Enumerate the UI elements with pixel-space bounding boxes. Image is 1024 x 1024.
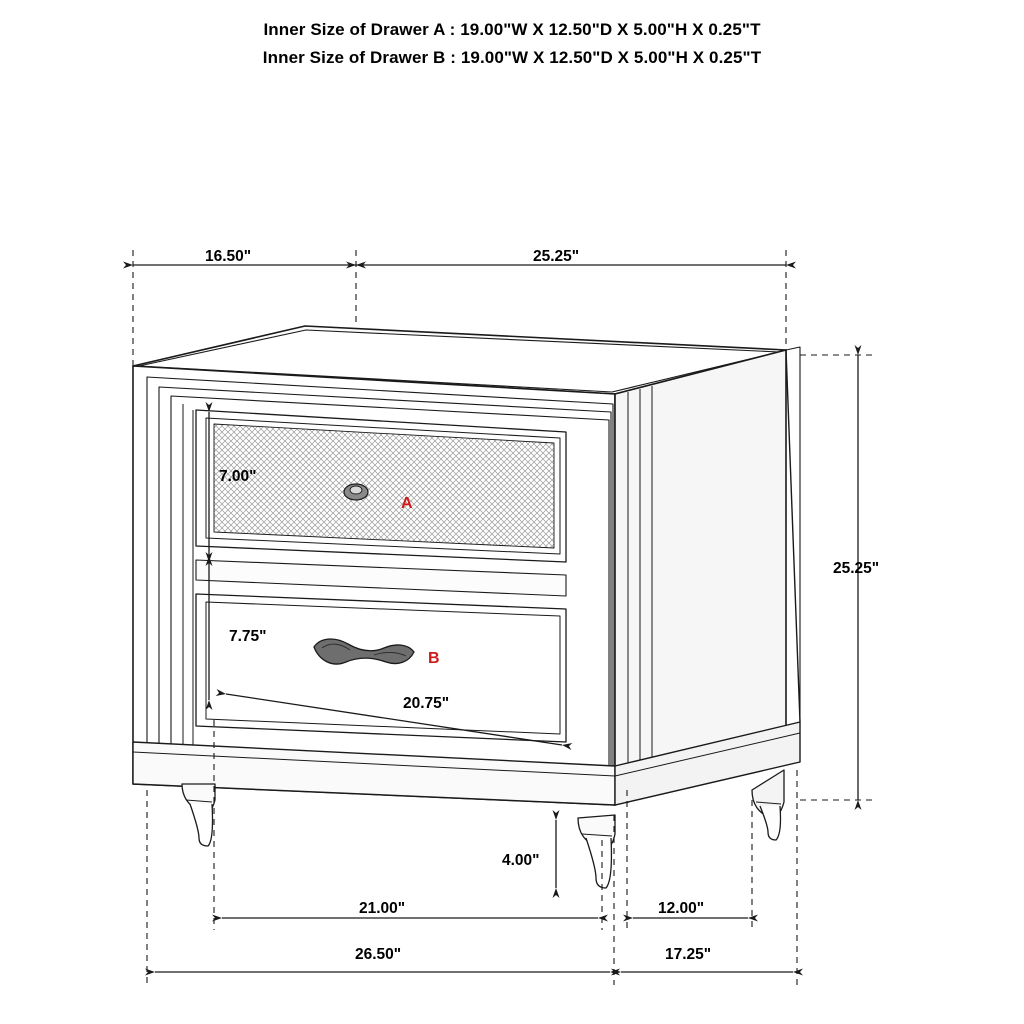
dim-front-inner-width: 21.00"	[359, 900, 406, 917]
dim-drawer-a-height: 7.00"	[219, 468, 257, 485]
dim-drawer-b-height: 7.75"	[229, 628, 267, 645]
dim-drawer-b-width: 20.75"	[403, 695, 450, 712]
header-line-1: Inner Size of Drawer A : 19.00"W X 12.50"D X 5.00"H X 0.25"T	[263, 20, 761, 39]
dim-overall-width: 26.50"	[355, 946, 402, 963]
dim-top-right: 25.25"	[533, 248, 580, 265]
drawer-a-knob	[344, 484, 368, 500]
drawer-a-callout: A	[401, 495, 413, 512]
dim-side-inner-depth: 12.00"	[658, 900, 705, 917]
dim-overall-depth: 17.25"	[665, 946, 712, 963]
dim-top-left: 16.50"	[205, 248, 252, 265]
dim-right-height: 25.25"	[833, 560, 880, 577]
dim-leg-height: 4.00"	[502, 852, 540, 869]
drawer-b-callout: B	[428, 650, 440, 667]
header-line-2: Inner Size of Drawer B : 19.00"W X 12.50"D X 5.00"H X 0.25"T	[262, 48, 762, 67]
